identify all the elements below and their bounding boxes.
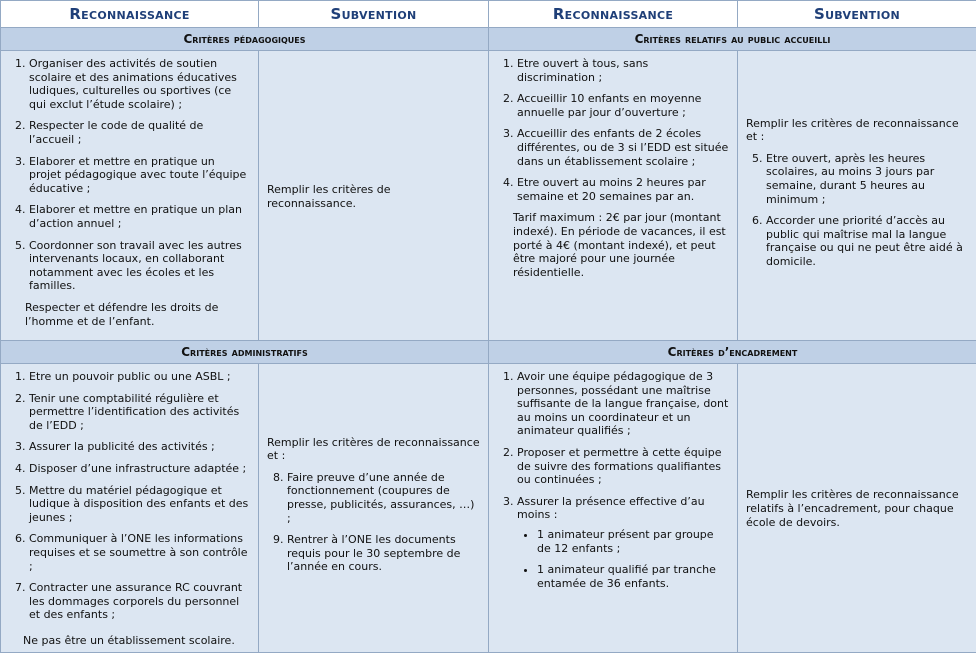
body-row-bottom xyxy=(1,364,976,653)
list-item: 4. Etre ouvert au moins 2 heures par semaine et 20 semaines par an. xyxy=(517,176,729,203)
list-item: 3. Accueillir des enfants de 2 écoles différentes, ou de 3 si l’EDD est située dans un établissement scolaire ; xyxy=(517,127,729,168)
admin-sub-intro: Remplir les critères de reconnaissance et : xyxy=(267,436,480,463)
list-item: 9. Rentrer à l’ONE les documents requis pour le 30 septembre de l’année en cours. xyxy=(287,533,480,574)
header-reconnaissance-left: Reconnaissance xyxy=(1,1,259,28)
bullet-item: • 1 animateur présent par groupe de 12 enfants ; xyxy=(537,528,729,555)
public-reco-cell xyxy=(489,51,738,341)
admin-sub-cell xyxy=(259,364,489,653)
list-item: 2. Respecter le code de qualité de l’accueil ; xyxy=(29,119,250,146)
peda-reco-list xyxy=(9,57,250,293)
section-encadrement: Critères d’encadrement xyxy=(489,341,976,364)
bullet-item: • 1 animateur qualifié par tranche entamée de 36 enfants. xyxy=(537,563,729,590)
peda-sub-text: Remplir les critères de reconnaissance. xyxy=(259,177,488,214)
section-pedagogiques: Critères pédagogiques xyxy=(1,28,489,51)
enc-reco-item-3-text: Assurer la présence effective d’au moins : xyxy=(517,495,705,522)
public-sub-list xyxy=(746,152,968,269)
peda-sub-cell xyxy=(259,51,489,341)
public-sub-intro: Remplir les critères de reconnaissance et : xyxy=(746,117,968,144)
list-item: 1. Etre ouvert à tous, sans discrimination ; xyxy=(517,57,729,84)
admin-reco-note: Ne pas être un établissement scolaire. xyxy=(23,634,250,648)
admin-reco-cell xyxy=(1,364,259,653)
header-reconnaissance-right: Reconnaissance xyxy=(489,1,738,28)
list-item: 2. Tenir une comptabilité régulière et permettre l’identification des activités de l’EDD ; xyxy=(29,392,250,433)
peda-reco-note: Respecter et défendre les droits de l’homme et de l’enfant. xyxy=(25,301,250,328)
list-item: 4. Disposer d’une infrastructure adaptée ; xyxy=(29,462,250,476)
peda-reco-cell xyxy=(1,51,259,341)
list-item: 1. Etre un pouvoir public ou une ASBL ; xyxy=(29,370,250,384)
list-item: 2. Accueillir 10 enfants en moyenne annuelle par jour d’ouverture ; xyxy=(517,92,729,119)
public-reco-list xyxy=(497,57,729,203)
list-item: 2. Proposer et permettre à cette équipe de suivre des formations qualifiantes ou continuées ; xyxy=(517,446,729,487)
list-item: 4. Elaborer et mettre en pratique un plan d’action annuel ; xyxy=(29,203,250,230)
list-item: 3. Elaborer et mettre en pratique un projet pédagogique avec toute l’équipe éducative ; xyxy=(29,155,250,196)
section-administratifs: Critères administratifs xyxy=(1,341,489,364)
list-item: 8. Faire preuve d’une année de fonctionnement (coupures de presse, publicités, assurances, …) ; xyxy=(287,471,480,525)
list-item xyxy=(517,495,729,591)
section-public-accueilli: Critères relatifs au public accueilli xyxy=(489,28,976,51)
list-item: 3. Assurer la publicité des activités ; xyxy=(29,440,250,454)
header-subvention-left: Subvention xyxy=(259,1,489,28)
header-row xyxy=(1,1,976,28)
list-item: 7. Contracter une assurance RC couvrant les dommages corporels du personnel et des enfants ; xyxy=(29,581,250,622)
list-item: 6. Accorder une priorité d’accès au public qui maîtrise mal la langue française ou qui ne peut être aidé à domicile. xyxy=(766,214,968,268)
list-item: 1. Organiser des activités de soutien scolaire et des animations éducatives ludiques, culturelles ou sportives (ce qui exclut l’étude scolaire) ; xyxy=(29,57,250,111)
enc-reco-bullets xyxy=(517,528,729,590)
list-item: 5. Mettre du matériel pédagogique et ludique à disposition des enfants et des jeunes ; xyxy=(29,484,250,525)
enc-reco-list xyxy=(497,370,729,590)
enc-reco-cell xyxy=(489,364,738,653)
list-item: 6. Communiquer à l’ONE les informations requises et se soumettre à son contrôle ; xyxy=(29,532,250,573)
admin-reco-list xyxy=(9,370,250,622)
list-item: 1. Avoir une équipe pédagogique de 3 personnes, possédant une maîtrise suffisante de la langue française, dont au moins un coordinateur et un animateur qualifiés ; xyxy=(517,370,729,438)
section-row-top xyxy=(1,28,976,51)
public-reco-note: Tarif maximum : 2€ par jour (montant indexé). En période de vacances, il est porté à 4€ (montant indexé), et peut être majoré pour une journée résidentielle. xyxy=(513,211,729,279)
admin-sub-list xyxy=(267,471,480,574)
section-row-bottom xyxy=(1,341,976,364)
public-sub-cell xyxy=(738,51,976,341)
list-item: 5. Coordonner son travail avec les autres intervenants locaux, en collaborant notamment avec les écoles et les familles. xyxy=(29,239,250,293)
enc-sub-cell xyxy=(738,364,976,653)
body-row-top xyxy=(1,51,976,341)
header-subvention-right: Subvention xyxy=(738,1,976,28)
list-item: 5. Etre ouvert, après les heures scolaires, au moins 3 jours par semaine, durant 5 heures au minimum ; xyxy=(766,152,968,206)
enc-sub-text: Remplir les critères de reconnaissance relatifs à l’encadrement, pour chaque école de devoirs. xyxy=(738,482,976,533)
